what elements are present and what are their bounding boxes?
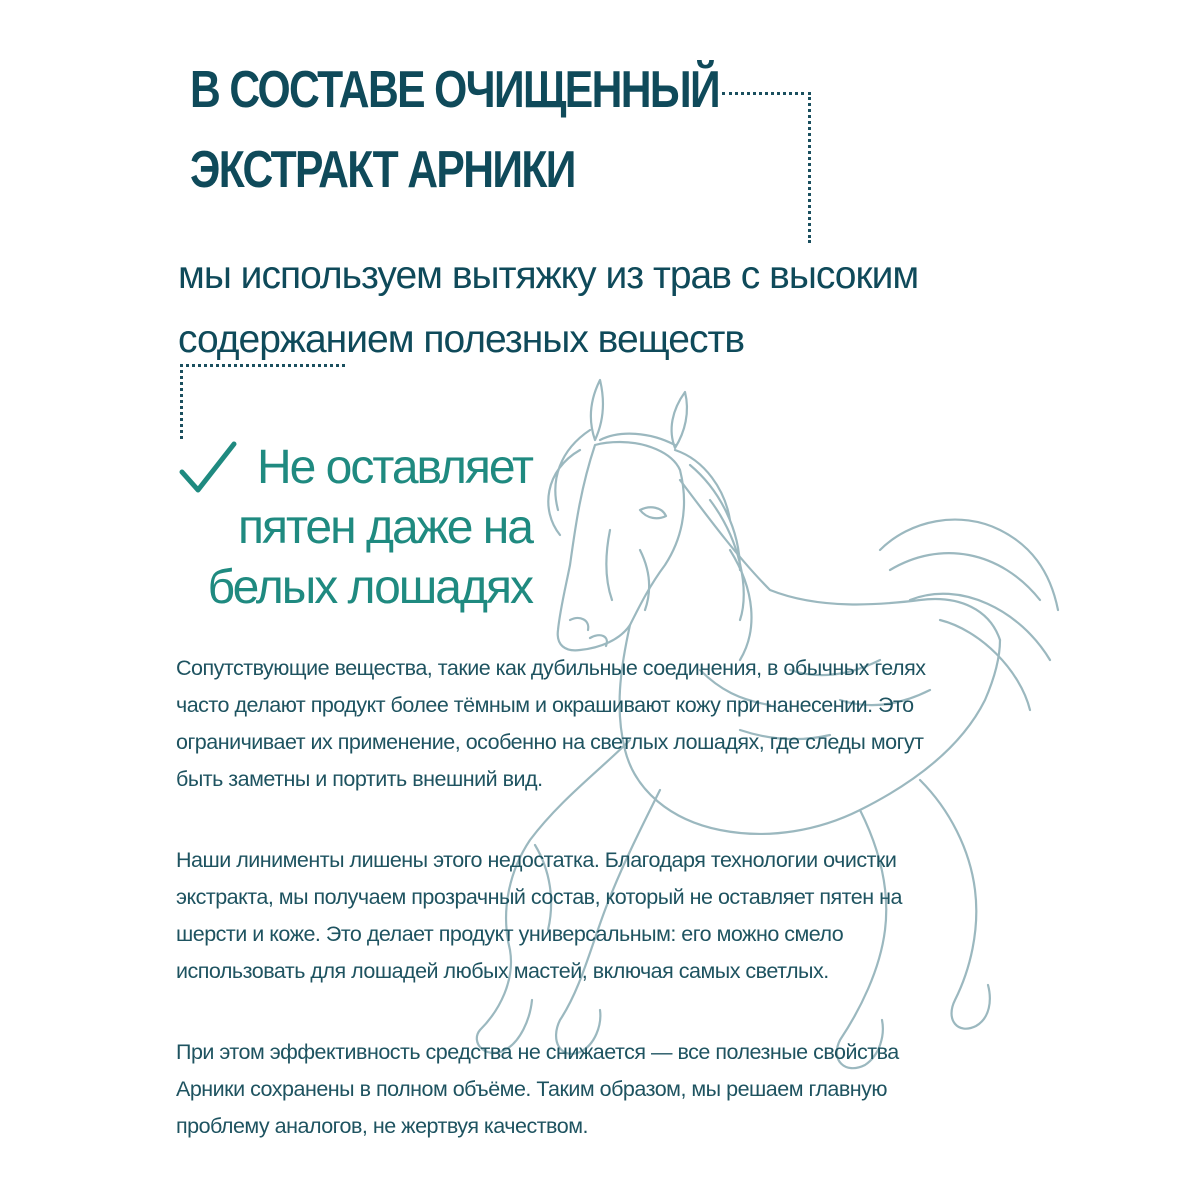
- paragraph-line: Наши линименты лишены этого недостатка. Благодаря технологии очистки: [176, 848, 897, 872]
- paragraph-3: [176, 1034, 1056, 1145]
- paragraph-line: Арники сохранены в полном объёме. Таким образом, мы решаем главную: [176, 1077, 887, 1101]
- paragraph-line: проблему аналогов, не жертвуя качеством.: [176, 1114, 588, 1138]
- paragraph-line: шерсти и коже. Это делает продукт универсальным: его можно смело: [176, 922, 844, 946]
- benefit-line-2: пятен даже на: [237, 501, 532, 554]
- body-text: [176, 650, 1056, 1189]
- title-line-2: ЭКСТРАКТ АРНИКИ: [190, 141, 575, 199]
- paragraph-line: Сопутствующие вещества, такие как дубильные соединения, в обычных гелях: [176, 656, 926, 680]
- dotted-connector-bottom: [180, 364, 345, 439]
- paragraph-line: использовать для лошадей любых мастей, включая самых светлых.: [176, 959, 829, 983]
- paragraph-line: При этом эффективность средства не снижается — все полезные свойства: [176, 1040, 899, 1064]
- page-title: [190, 50, 719, 210]
- dotted-connector-top: [722, 92, 811, 243]
- paragraph-1: [176, 650, 1056, 798]
- paragraph-line: быть заметны и портить внешний вид.: [176, 767, 543, 791]
- benefit-line-1: Не оставляет: [256, 441, 532, 494]
- paragraph-line: ограничивает их применение, особенно на светлых лошадях, где следы могут: [176, 730, 924, 754]
- title-line-1: В СОСТАВЕ ОЧИЩЕННЫЙ: [190, 61, 719, 119]
- benefit-line-3: белых лошадях: [207, 561, 532, 614]
- paragraph-2: [176, 842, 1056, 990]
- subtitle-line-1: мы используем вытяжку из трав с высоким: [178, 254, 919, 297]
- subtitle-line-2: содержанием полезных веществ: [178, 318, 745, 361]
- subtitle: [178, 244, 918, 372]
- paragraph-line: часто делают продукт более тёмным и окрашивают кожу при нанесении. Это: [176, 693, 914, 717]
- benefit-statement: [208, 438, 532, 618]
- paragraph-line: экстракта, мы получаем прозрачный состав, который не оставляет пятен на: [176, 885, 902, 909]
